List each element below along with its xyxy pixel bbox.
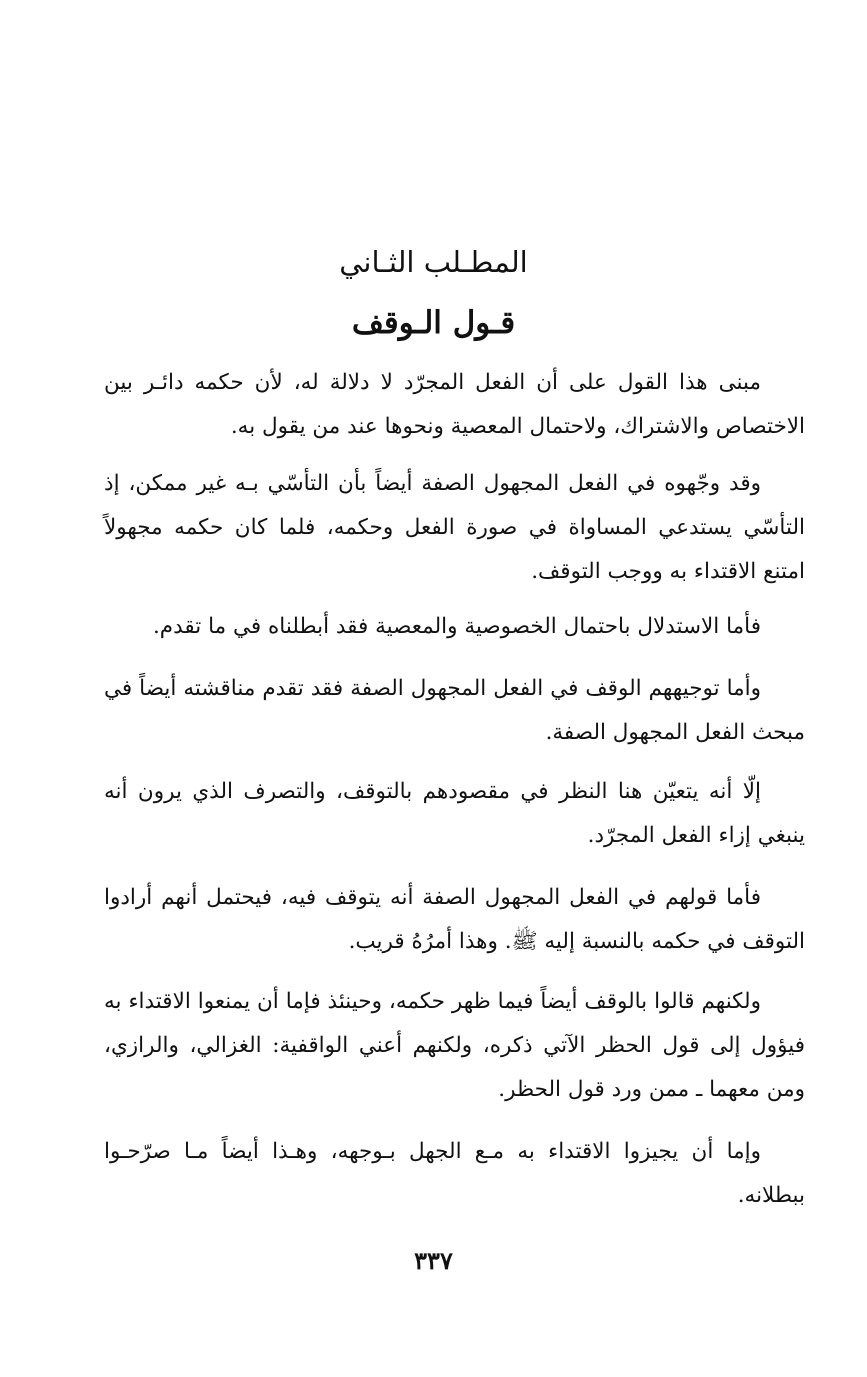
paragraph-7: ولكنهم قالوا بالوقف أيضاً فيما ظهر حكمه، وحينئذ فإما أن يمنعوا الاقتداء به فيؤول إلى قول الحظر الآتي ذكره، ولكنهم أعني الواقفية: الغزالي، والرازي، ومن معهما ـ ممن ورد قول الحظر. — [104, 989, 805, 1102]
paragraph-4: وأما توجيههم الوقف في الفعل المجهول الصفة فقد تقدم مناقشته أيضاً في مبحث الفعل المجهول الصفة. — [104, 676, 805, 745]
paragraph-6: فأما قولهم في الفعل المجهول الصفة أنه يتوقف فيه، فيحتمل أنهم أرادوا التوقف في حكمه بالنسبة إليه ﷺ. وهذا أمرُهُ قريب. — [104, 885, 805, 954]
page-number: ٣٣٧ — [414, 1246, 453, 1275]
paragraph-2: وقد وجّهوه في الفعل المجهول الصفة أيضاً بأن التأسّي بـه غير ممكن، إذ التأسّي يستدعي المساواة في صورة الفعل وحكمه، فلما كان حكمه مجهولاً امتنع الاقتداء به ووجب التوقف. — [104, 471, 805, 584]
section-title: قـول الـوقف — [351, 305, 516, 341]
paragraph-1: مبنى هذا القول على أن الفعل المجرّد لا دلالة له، لأن حكمه دائـر بين الاختصاص والاشتراك، ولاحتمال المعصية ونحوها عند من يقول به. — [104, 370, 805, 439]
section-label: المطـلب الثـاني — [339, 245, 528, 279]
paragraph-8: وإما أن يجيزوا الاقتداء به مـع الجهل بـوجهه، وهـذا أيضاً مـا صرّحـوا ببطلانه. — [104, 1139, 805, 1208]
paragraph-5: إلّا أنه يتعيّن هنا النظر في مقصودهم بالتوقف، والتصرف الذي يرون أنه ينبغي إزاء الفعل المجرّد. — [104, 779, 805, 848]
paragraph-3: فأما الاستدلال باحتمال الخصوصية والمعصية فقد أبطلناه في ما تقدم. — [152, 614, 761, 639]
